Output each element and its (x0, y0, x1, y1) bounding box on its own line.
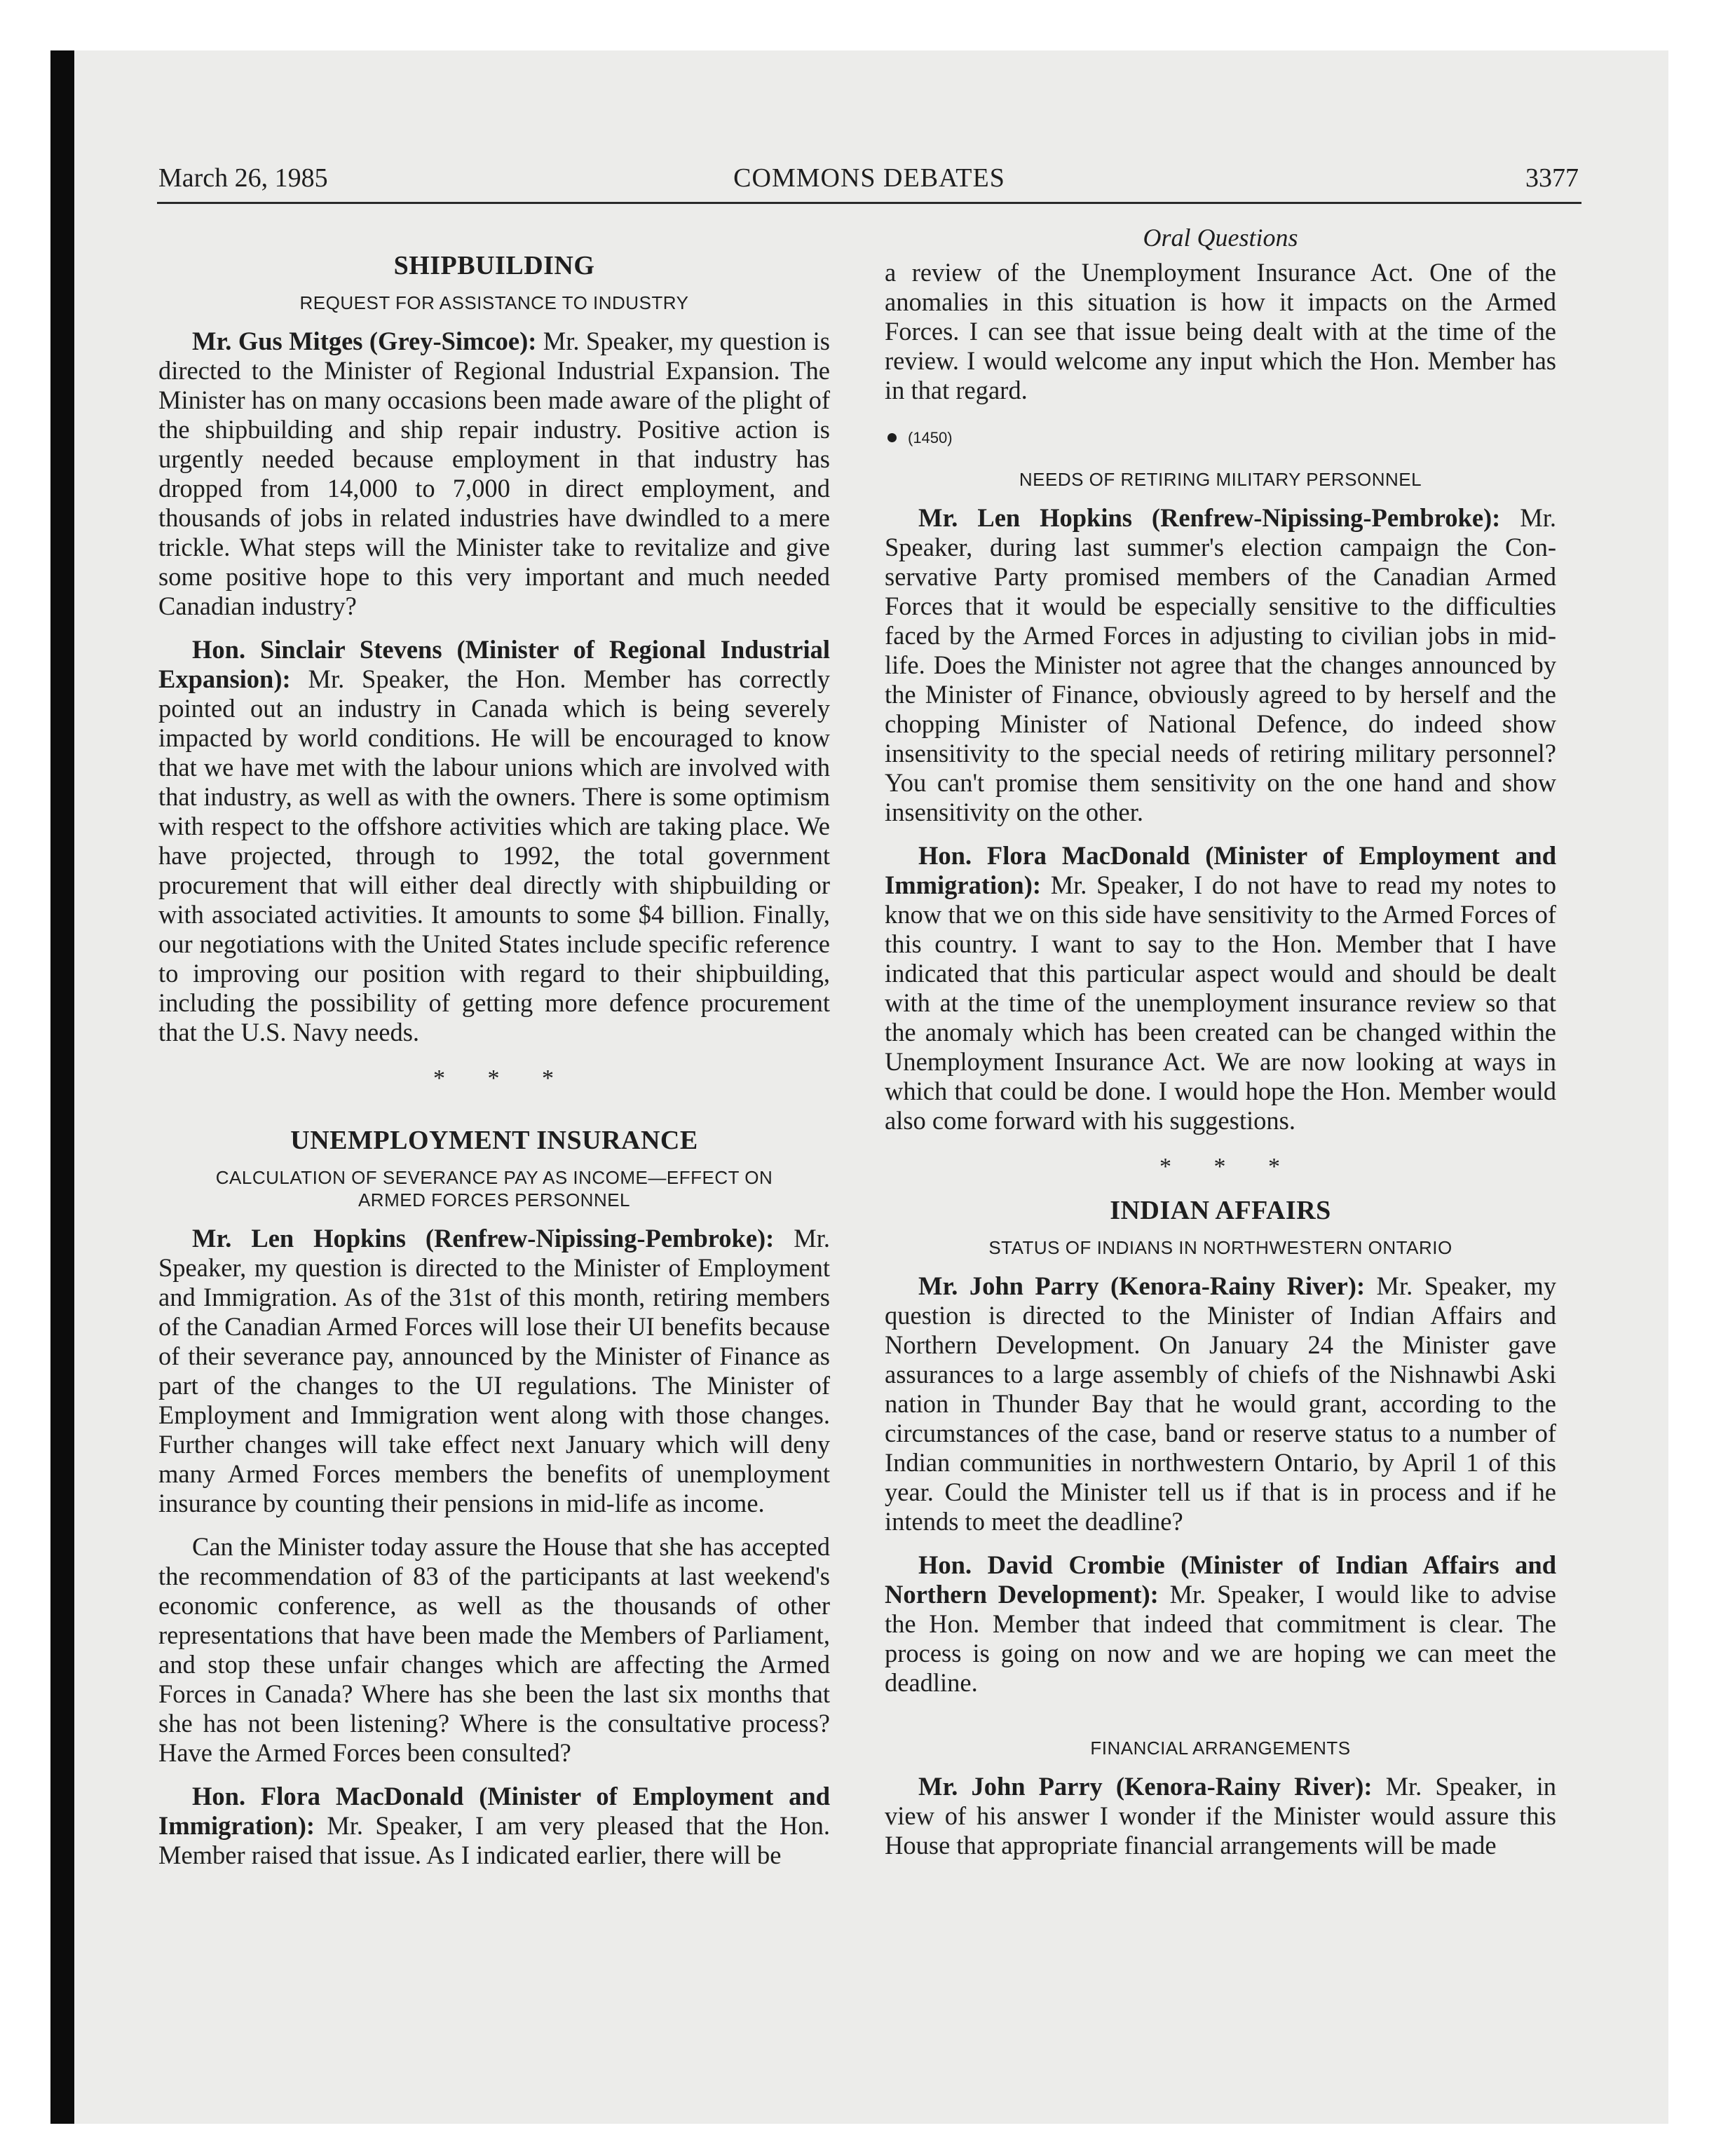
speaker-name: Mr. Len Hopkins (Renfrew-Nipissing-Pembroke): (918, 503, 1501, 532)
paragraph (885, 1550, 1556, 1698)
paragraph (158, 1782, 830, 1870)
section-divider-stars: * * * (1159, 1154, 1298, 1180)
subheading-status-of-indians: STATUS OF INDIANS IN NORTHWESTERN ONTARIO (988, 1237, 1452, 1258)
page-header (157, 160, 1581, 204)
header-date: March 26, 1985 (158, 163, 328, 193)
speech-text: Mr. Speaker, I am very pleased that the Hon. Member raised that issue. As I indicated earlier, there will be (158, 1811, 830, 1869)
speaker-name: Hon. Flora MacDonald (Minister of Employment and Immigration): (158, 1782, 830, 1840)
paragraph (885, 841, 1556, 1135)
speaker-name: Mr. John Parry (Kenora-Rainy River): (918, 1271, 1366, 1300)
speaker-name: Mr. John Parry (Kenora-Rainy River): (918, 1772, 1373, 1801)
speaker-name: Hon. Flora MacDonald (Minister of Employment and Immigration): (885, 841, 1556, 899)
speech-text: Mr. Speaker, the Hon. Member has correctly pointed out an industry in Canada which is being severely impacted by world conditions. He will be encouraged to know that we have met with the labour unions which are involved with that industry, as well as with the owners. There is some optimism with respect to the offshore activities which are taking place. We have projected, through to 1992, the total government procurement that will either deal directly with shipbuilding or with associated activities. It amounts to some $4 billion. Finally, our negotiations with the United States include specific reference to improving our position with regard to their shipbuilding, including the possibility of getting more defence procurement that the U.S. Navy needs. (158, 664, 830, 1046)
section-heading-indian-affairs: INDIAN AFFAIRS (1110, 1196, 1331, 1225)
speech-text: Mr. Speaker, I do not have to read my notes to know that we on this side have sensitivity to the Armed Forces of this country. I want to say to the Hon. Member that I have indicated that this particular aspect would and should be dealt with at the time of the unemployment insurance review so that the anomaly which has been created can be changed within the Unemployment Insurance Act. We are now looking at ways in which that could be done. I would hope the Hon. Member would also come forward with his suggestions. (885, 871, 1556, 1135)
speaker-name: Mr. Len Hopkins (Renfrew-Nipissing-Pembroke): (192, 1224, 775, 1253)
speaker-name: Mr. Gus Mitges (Grey-Simcoe): (192, 327, 537, 355)
paragraph (158, 327, 830, 621)
speech-text: Mr. Speaker, I would like to advise the Hon. Member that indeed that commitment is clear. The process is going on now and we are hoping we can meet the deadline. (885, 1580, 1556, 1697)
speech-text: Mr. Speaker, my question is directed to the Minister of Regional Industrial Expansion. The Minister has on many occasions been made aware of the plight of the shipbuilding and ship repair industry. Positive action is urgently needed because employment in that industry has dropped from 14,000 to 7,000 in direct employment, and thousands of jobs in related industries have dwindled to a mere trickle. What steps will the Minister take to revitalize and give some positive hope to this very important and much needed Canadian industry? (158, 327, 830, 620)
paragraph (158, 1224, 830, 1518)
time-marker-text: (1450) (908, 429, 953, 446)
subheading-financial-arrangements: FINANCIAL ARRANGEMENTS (1090, 1738, 1351, 1759)
section-heading-shipbuilding: SHIPBUILDING (393, 251, 595, 280)
paragraph: Can the Minister today assure the House that she has accepted the recommendation of 83 of the participants at last weekend's economic conference, as well as the thousands of other representations that have been made the Members of Parliament, and stop these unfair changes which are affecting the Armed Forces in Canada? Where has she been the last six months that she has not been listening? Where is the consultative process? Have the Armed Forces been consulted? (158, 1532, 830, 1767)
speech-text: Mr. Speaker, in view of his answer I wonder if the Minister would assure this House that appropriate financial arrangements will be made (885, 1772, 1556, 1860)
speaker-name: Hon. Sinclair Stevens (Minister of Regional Industrial Expansion): (158, 635, 830, 693)
subheading-request-assistance: REQUEST FOR ASSISTANCE TO INDUSTRY (299, 292, 689, 313)
page-number: 3377 (1525, 163, 1579, 193)
section-heading-unemployment-insurance: UNEMPLOYMENT INSURANCE (290, 1126, 698, 1155)
right-column (885, 223, 1556, 1874)
running-head: Oral Questions (1143, 224, 1298, 252)
subheading-severance-pay: CALCULATION OF SEVERANCE PAY AS INCOME—EFFECT ON ARMED FORCES PERSONNEL (215, 1167, 773, 1210)
speech-text: Mr. Speaker, during last summer's election campaign the Conservative Party promised members of the Canadian Armed Forces that it would be especially sensitive to the difficulties faced by the Armed Forces in adjusting to civilian jobs in mid-life. Does the Minister not agree that the changes announced by the Minister of Finance, obviously agreed to by herself and the chopping Minister of National Defence, do indeed show insensitivity to the special needs of retiring military personnel? You can't promise them sensitivity on the one hand and show insensitivity on the other. (885, 503, 1556, 826)
paragraph (885, 1271, 1556, 1536)
left-column (158, 223, 830, 1884)
header-title: COMMONS DEBATES (733, 163, 1005, 193)
speaker-name: Hon. David Crombie (Minister of Indian Affairs and Northern Development): (885, 1550, 1556, 1609)
paragraph (158, 635, 830, 1047)
bullet-icon (887, 433, 897, 442)
subheading-retiring-military: NEEDS OF RETIRING MILITARY PERSONNEL (1019, 469, 1422, 490)
speech-text: Mr. Speaker, my question is directed to the Minister of Employment and Immigration. As of the 31st of this month, retiring members of the Canadian Armed Forces will lose their UI benefits because of their severance pay, announced by the Minister of Finance as part of the changes to the UI regulations. The Minister of Employment and Immigration went along with those changes. Further changes will take effect next January which will deny many Armed Forces members the benefits of unemployment insurance by counting their pensions in mid-life as income. (158, 1224, 830, 1517)
speech-text: Mr. Speaker, my question is directed to the Minister of Indian Affairs and Northern Development. On January 24 the Minister gave assurances to a large assembly of chiefs of the Nishnawbi Aski nation in Thunder Bay that he would grant, according to the circumstances of the case, band or reserve status to a number of Indian communities in northwestern Ontario, by April 1 of this year. Could the Minister tell us if that is in process and if he intends to meet the deadline? (885, 1271, 1556, 1536)
time-marker (887, 423, 1556, 453)
paragraph: a review of the Unemployment Insurance Act. One of the anomalies in this situation is how it impacts on the Armed Forces. I can see that issue being dealt with at the time of the review. I would welcome any input which the Hon. Member has in that regard. (885, 258, 1556, 404)
section-divider-stars: * * * (433, 1065, 572, 1091)
binding-edge (50, 50, 74, 2124)
paragraph (885, 503, 1556, 827)
paragraph (885, 1772, 1556, 1860)
